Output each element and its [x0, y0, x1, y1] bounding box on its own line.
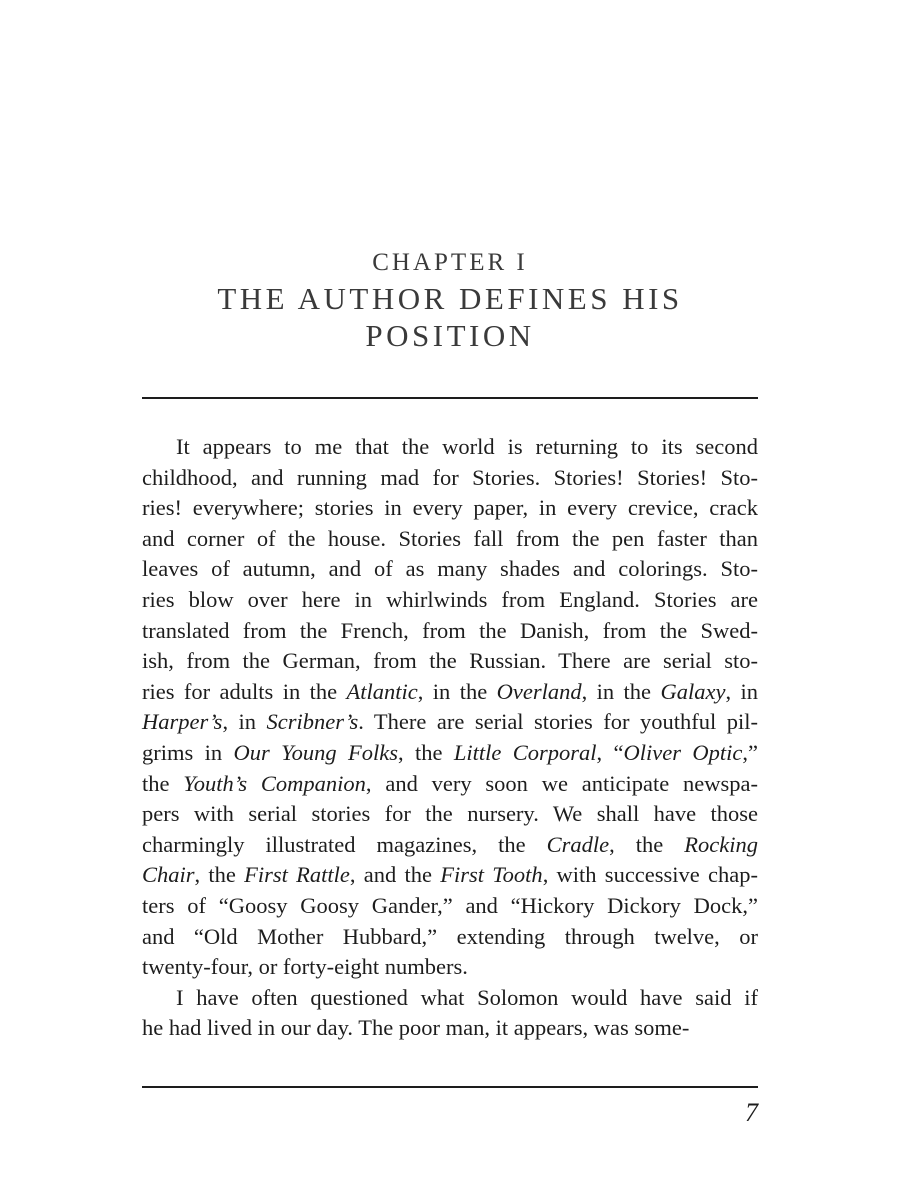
text-run: , in: [725, 678, 758, 704]
text-line: [142, 616, 758, 647]
text-line: [142, 983, 758, 1014]
text-line: [142, 799, 758, 830]
italic-title: Overland: [496, 678, 582, 704]
text-run: childhood, and running mad for Stories. Stories! Stories! Sto-: [142, 464, 758, 490]
text-run: ries! everywhere; stories in every paper, in every crevice, crack: [142, 495, 758, 521]
text-line: [142, 769, 758, 800]
text-run: , in: [222, 709, 267, 735]
text-run: , in the: [417, 678, 497, 704]
text-run: , with successive chap-: [542, 862, 758, 888]
text-run: he had lived in our day. The poor man, it appears, was some-: [142, 1015, 690, 1041]
text-line: [142, 830, 758, 861]
text-line: [142, 677, 758, 708]
text-run: charmingly illustrated magazines, the: [142, 831, 547, 857]
text-run: pers with serial stories for the nursery. We shall have those: [142, 801, 758, 827]
paragraph: [142, 983, 758, 1044]
chapter-title-line-2: POSITION: [365, 318, 535, 353]
text-run: , and very soon we anticipate newspa-: [365, 770, 758, 796]
text-line: [142, 860, 758, 891]
italic-title: First Rattle: [244, 862, 350, 888]
text-run: and “Old Mother Hubbard,” extending through twelve, or: [142, 923, 758, 949]
text-line: [142, 585, 758, 616]
top-divider: [142, 397, 758, 399]
text-run: grims in: [142, 739, 234, 765]
text-run: It appears to me that the world is returning to its second: [176, 434, 758, 459]
text-run: ish, from the German, from the Russian. There are serial sto-: [142, 648, 758, 674]
italic-title: Galaxy: [660, 678, 726, 704]
text-run: ters of “Goosy Goosy Gander,” and “Hickory Dickory Dock,”: [142, 892, 758, 918]
text-run: , in the: [581, 678, 661, 704]
text-line: [142, 922, 758, 953]
text-line: [142, 432, 758, 463]
body-text: [142, 432, 758, 1044]
italic-title: Rocking: [684, 831, 758, 857]
text-line: [142, 463, 758, 494]
paragraph: [142, 432, 758, 983]
text-run: , the: [397, 739, 454, 765]
page-number: 7: [745, 1098, 758, 1127]
text-line: [142, 891, 758, 922]
text-line: [142, 1013, 758, 1044]
text-run: ,”: [742, 739, 758, 765]
text-line: [142, 524, 758, 555]
text-run: I have often questioned what Solomon would have said if: [176, 984, 758, 1010]
italic-title: First Tooth: [440, 862, 543, 888]
text-line: [142, 554, 758, 585]
text-run: , the: [609, 831, 685, 857]
text-line: [142, 952, 758, 983]
text-line: [142, 707, 758, 738]
text-run: ries blow over here in whirlwinds from England. Stories are: [142, 586, 758, 612]
chapter-heading: [142, 246, 758, 354]
italic-title: Oliver Optic: [623, 739, 743, 765]
text-run: translated from the French, from the Danish, from the Swed-: [142, 617, 758, 643]
text-run: , the: [194, 862, 245, 888]
italic-title: Harper’s: [142, 709, 223, 735]
text-run: , and the: [349, 862, 441, 888]
text-run: and corner of the house. Stories fall from the pen faster than: [142, 525, 758, 551]
text-run: twenty-four, or forty-eight numbers.: [142, 954, 468, 980]
italic-title: Chair: [142, 862, 195, 888]
text-run: , “: [596, 739, 624, 765]
text-line: [142, 738, 758, 769]
text-line: [142, 493, 758, 524]
italic-title: Atlantic: [346, 678, 418, 704]
bottom-divider: [142, 1086, 758, 1088]
text-run: the: [142, 770, 184, 796]
text-run: ries for adults in the: [142, 678, 347, 704]
italic-title: Scribner’s: [266, 709, 359, 735]
italic-title: Cradle: [546, 831, 610, 857]
text-run: leaves of autumn, and of as many shades and colorings. Sto-: [142, 556, 758, 582]
chapter-title-line-1: THE AUTHOR DEFINES HIS: [217, 281, 683, 316]
italic-title: Little Corporal: [453, 739, 597, 765]
chapter-label: CHAPTER I: [372, 249, 528, 276]
chapter-title: [142, 280, 758, 354]
text-line: [142, 646, 758, 677]
italic-title: Youth’s Companion: [183, 770, 366, 796]
text-run: . There are serial stories for youthful pil-: [358, 709, 758, 735]
italic-title: Our Young Folks: [233, 739, 398, 765]
